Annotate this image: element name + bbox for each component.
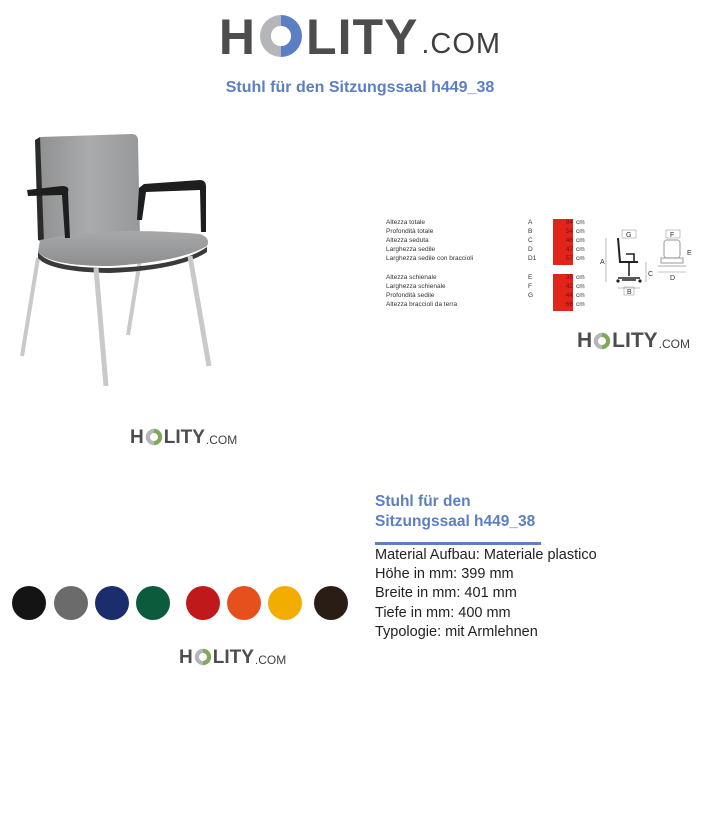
dimension-row: Altezza schienale E 35 cm	[386, 274, 585, 281]
spec-material: Material Aufbau: Materiale plastico	[375, 547, 597, 563]
dimension-row: Profondità totale B 54 cm	[386, 228, 585, 235]
logo-tld: .COM	[421, 28, 502, 60]
dimension-row: Larghezza sedile D 47 cm	[386, 246, 585, 253]
logo-o-icon	[194, 648, 212, 666]
color-swatch-red[interactable]	[186, 586, 220, 620]
dimension-row: Larghezza sedile con braccioli D1 57 cm	[386, 255, 585, 262]
dim-label-e: E	[687, 250, 692, 257]
dimension-row: Profondità sedile G 44 cm	[386, 292, 585, 299]
color-swatch-green[interactable]	[136, 586, 170, 620]
chair-illustration	[10, 120, 235, 395]
dim-label-g: G	[626, 232, 632, 239]
dimension-row: Altezza seduta C 46 cm	[386, 237, 585, 244]
color-swatches	[0, 582, 360, 626]
dimension-table	[386, 219, 601, 314]
product-title	[375, 492, 625, 532]
color-swatch-black[interactable]	[12, 586, 46, 620]
watermark-logo-2: H LITY .COM	[577, 329, 691, 352]
dimension-diagram	[598, 228, 706, 298]
brand-logo[interactable]	[0, 9, 720, 65]
dimension-row: Altezza braccioli da terra 66 cm	[386, 301, 585, 308]
product-image[interactable]	[10, 120, 235, 395]
dimension-row: Altezza totale A 84 cm	[386, 219, 585, 226]
spec-height: Höhe in mm: 399 mm	[375, 566, 514, 583]
color-swatch-dark-brown[interactable]	[314, 586, 348, 620]
logo-o-icon	[258, 13, 304, 59]
logo-o-icon	[593, 332, 611, 350]
dim-label-d: D	[670, 275, 676, 282]
product-title-line-1: Stuhl für den	[375, 493, 471, 510]
color-swatch-yellow[interactable]	[268, 586, 302, 620]
spec-width: Breite in mm: 401 mm	[375, 585, 517, 602]
dim-label-b: B	[627, 289, 632, 296]
color-swatch-orange[interactable]	[227, 586, 261, 620]
dim-label-c: C	[648, 271, 654, 278]
spec-depth: Tiefe in mm: 400 mm	[375, 604, 511, 621]
dim-label-f: F	[670, 232, 675, 239]
logo-letters-lity: LITY	[306, 9, 419, 65]
product-title-line-2: Sitzungssaal h449_38	[375, 513, 536, 530]
spec-type: Typologie: mit Armlehnen	[375, 623, 538, 640]
spec-list	[375, 546, 705, 642]
logo-letter-h: H	[218, 9, 257, 65]
watermark-logo-1: H LITY .COM	[130, 427, 238, 448]
dim-label-a: A	[600, 259, 605, 266]
dimension-row: Larghezza schienale F 42 cm	[386, 283, 585, 290]
watermark-logo-3: H LITY .COM	[179, 647, 287, 668]
color-swatch-blue[interactable]	[95, 586, 129, 620]
title-underline	[375, 542, 541, 545]
color-swatch-gray[interactable]	[54, 586, 88, 620]
page-title: Stuhl für den Sitzungssaal h449_38	[225, 79, 495, 96]
logo-o-icon	[145, 428, 163, 446]
